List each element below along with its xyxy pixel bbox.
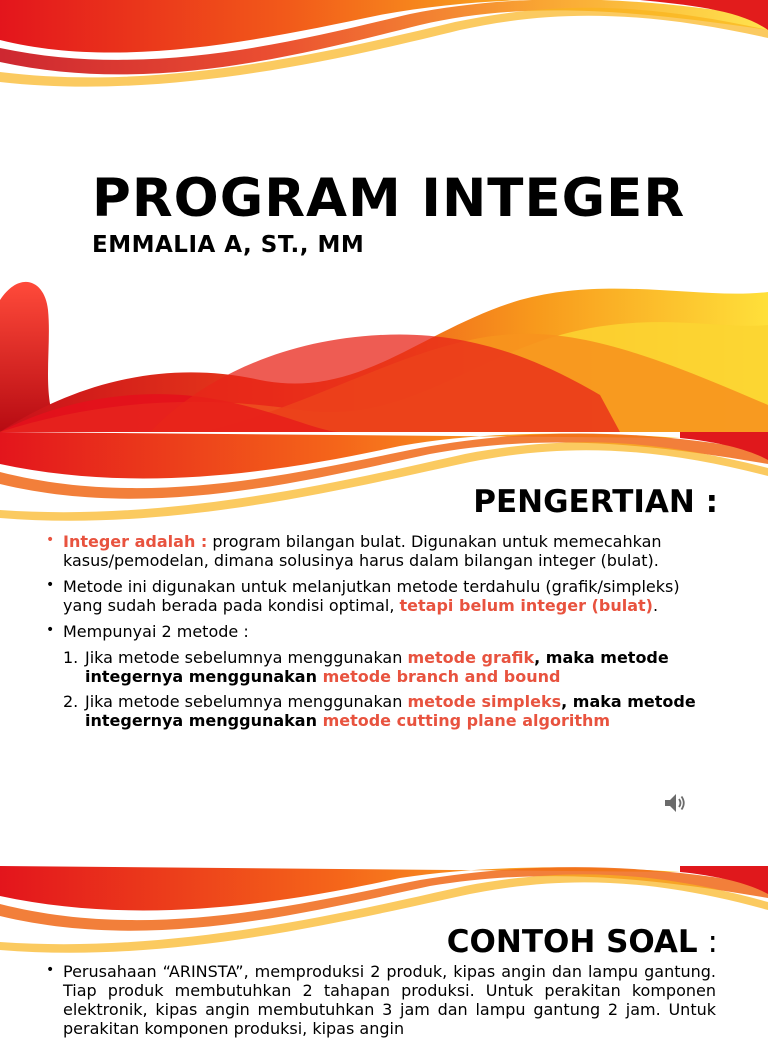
highlight-text: Integer adalah : [63, 532, 208, 551]
slide-contoh-soal [0, 866, 768, 1038]
list-item [46, 577, 716, 615]
section-heading [447, 924, 718, 960]
body-text: , maka metode integernya menggunakan [85, 692, 696, 730]
slide-title [0, 0, 768, 432]
slide-pengertian [0, 432, 768, 866]
pengertian-content [46, 532, 716, 736]
item-number: 2. [63, 692, 79, 711]
highlight-text: metode simpleks [407, 692, 562, 711]
list-item [46, 622, 716, 641]
body-text: Perusahaan “ARINSTA”, memproduksi 2 produk, kipas angin dan lampu gantung. Tiap produk membutuhkan 2 tahapan produksi. Untuk perakitan komponen elektronik, kipas angin membutuhkan 3 jam dan lampu gantung 2 jam. Untuk perakitan komponen produksi, kipas angin [63, 962, 716, 1038]
heading-text: CONTOH SOAL [446, 924, 698, 960]
body-text: . [652, 596, 659, 615]
section-heading: PENGERTIAN : [473, 484, 718, 520]
highlight-text: metode cutting plane algorithm [322, 711, 611, 730]
bullet-icon: • [46, 622, 55, 638]
highlight-text: tetapi belum integer (bulat) [399, 596, 653, 615]
bullet-icon: • [46, 962, 55, 978]
contoh-soal-content [46, 962, 716, 1045]
speaker-icon[interactable] [662, 790, 688, 816]
list-item [46, 962, 716, 1038]
body-text: program bilangan bulat. Digunakan untuk memecahkan kasus/pemodelan, dimana solusinya harus dalam bilangan integer (bulat). [63, 532, 662, 570]
numbered-item [46, 692, 716, 730]
body-text: Metode ini digunakan untuk melanjutkan metode terdahulu (grafik/simpleks) yang sudah berada pada kondisi optimal, [63, 577, 680, 615]
author-subtitle: EMMALIA A, ST., MM [92, 232, 365, 258]
highlight-text: metode branch and bound [322, 667, 561, 686]
body-text: Jika metode sebelumnya menggunakan [85, 692, 408, 711]
body-text: , maka metode integernya menggunakan [85, 648, 669, 686]
page-title: PROGRAM INTEGER [92, 168, 686, 229]
bullet-icon: • [46, 577, 55, 593]
numbered-item [46, 648, 716, 686]
highlight-text: metode grafik [407, 648, 535, 667]
bullet-icon: • [46, 532, 55, 548]
heading-colon: : [697, 924, 718, 960]
body-text: Jika metode sebelumnya menggunakan [85, 648, 408, 667]
body-text: Mempunyai 2 metode : [63, 622, 249, 641]
item-number: 1. [63, 648, 79, 667]
list-item [46, 532, 716, 570]
